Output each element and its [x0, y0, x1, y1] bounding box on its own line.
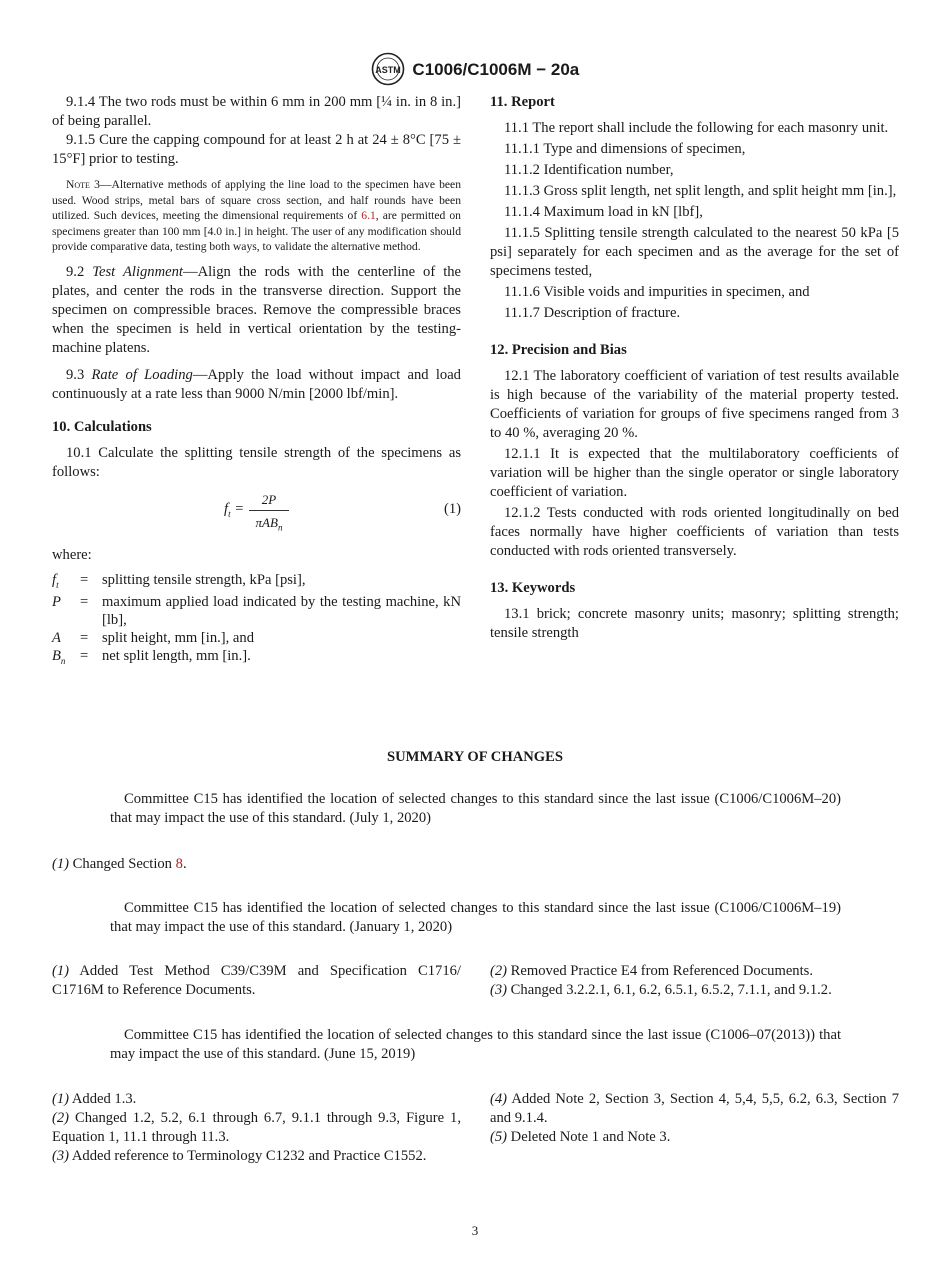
change-2019-1 [52, 1090, 461, 1109]
change-2020-1-num: (1) [52, 963, 70, 979]
summary-of-changes-title: SUMMARY OF CHANGES [387, 749, 563, 765]
right-column [490, 93, 899, 643]
changes-2019-left [52, 1090, 461, 1166]
change-2019-1-num: (1) [52, 1091, 70, 1107]
para-12-1: 12.1 The laboratory coefficient of variation of test results available is high because of the variability of the material property tested. Coefficients of variation for groups of five specimens ranged from 3 to 40 %, averaging 20 %. [490, 368, 899, 441]
change-2020-1-text: Added Test Method C39/C39M and Specification C1716/ C1716M to Reference Documents. [52, 963, 461, 998]
note-3 [52, 177, 461, 255]
definition-equals: = [80, 648, 89, 665]
para-12-1-1: 12.1.1 It is expected that the multilaboratory coefficients of variation will be higher than the single operator or single laboratory coefficient of variation. [490, 446, 899, 500]
change-2019-1-text: Added 1.3. [69, 1091, 137, 1107]
change-2019-2-num: (2) [52, 1110, 70, 1126]
note-3-text-a: —Alternative methods of applying the line load to the specimen have been used. Wood strips, metal bars of square cross section, and half rounds have been utilized. Such devices, meeting the dimensional requirements of [52, 178, 461, 222]
astm-logo-text: ASTM [375, 65, 401, 75]
change-2020a-1-num: (1) [52, 856, 70, 872]
definition-symbol: A [52, 630, 61, 647]
para-11-1-6: 11.1.6 Visible voids and impurities in specimen, and [504, 284, 810, 300]
change-2019-3-num: (3) [52, 1148, 70, 1164]
equation-denominator-sub: n [277, 522, 283, 533]
definition-text: split height, mm [in.], and [102, 630, 255, 647]
left-column [52, 93, 461, 670]
definition-equals: = [80, 594, 89, 611]
equation-numerator: 2P [249, 490, 289, 511]
para-9-2 [52, 263, 461, 358]
para-10-1: 10.1 Calculate the splitting tensile strength of the specimens as follows: [52, 444, 461, 480]
definition-row [52, 571, 461, 594]
definition-text: net split length, mm [in.]. [102, 648, 251, 665]
definition-row [52, 647, 461, 670]
equation-fraction [249, 490, 289, 538]
para-11-1-3: 11.1.3 Gross split length, net split length, and split height mm [in.], [504, 183, 897, 199]
para-9-1-4: 9.1.4 The two rods must be within 6 mm in 200 mm [¼ in. in 8 in.] of being parallel. [52, 94, 461, 129]
summary-intro-1 [110, 790, 841, 828]
section-11-heading: 11. Report [490, 94, 555, 110]
definition-symbol: $B_n$ [52, 648, 66, 667]
change-2020-3 [490, 981, 899, 1000]
changes-2020-right [490, 962, 899, 1000]
change-2019-3-text: Added reference to Terminology C1232 and Practice C1552. [69, 1148, 427, 1164]
change-2020-1 [52, 962, 461, 1000]
change-2020a-1-text-b: . [182, 856, 187, 872]
change-2019-4-text: Added Note 2, Section 3, Section 4, 5,4, 5,5, 6.2, 6.3, Section 7 and 9.1.4. [490, 1091, 899, 1126]
change-2020-2-text: Removed Practice E4 from Referenced Documents. [507, 963, 813, 979]
para-11-1: 11.1 The report shall include the following for each masonry unit. [504, 120, 889, 136]
change-2020a-1 [52, 855, 898, 874]
change-2019-5 [490, 1128, 899, 1147]
change-2020-2-num: (2) [490, 963, 508, 979]
summary-intro-3 [110, 1026, 841, 1064]
para-11-1-2: 11.1.2 Identification number, [504, 162, 674, 178]
change-2019-5-num: (5) [490, 1129, 508, 1145]
para-9-2-body: —Align the rods with the centerline of the plates, and center the rods in the transverse direction. Support the specimen on compressible braces. Remove the compressible braces when the specimen is held in vertical orientation by the testing-machine platens. [52, 263, 462, 356]
para-9-3-body: —Apply the load without impact and load continuously at a rate less than 9000 N/min [2000 lbf/min]. [52, 366, 461, 402]
equation-lhs: $f_t$ = [224, 500, 245, 519]
para-11-1-4: 11.1.4 Maximum load in kN [lbf], [504, 204, 703, 220]
para-9-2-num: 9.2 [66, 263, 93, 280]
changes-2019-right [490, 1090, 899, 1147]
equation-denominator-text: πAB [255, 514, 278, 530]
definition-text: splitting tensile strength, kPa [psi], [102, 571, 306, 588]
para-9-2-title: Test Alignment [92, 263, 183, 280]
equation-1 [52, 490, 461, 532]
para-9-3-title: Rate of Loading [91, 366, 193, 383]
equation-lhs-symbol: f [224, 500, 229, 517]
change-2019-5-text: Deleted Note 1 and Note 3. [507, 1129, 671, 1145]
para-12-1-2: 12.1.2 Tests conducted with rods oriented longitudinally on bed faces normally have higher coefficients of variation than tests conducted with rods oriented transversely. [490, 505, 899, 559]
summary-intro-2 [110, 899, 841, 937]
para-11-1-7: 11.1.7 Description of fracture. [504, 305, 681, 321]
definition-symbol: $f_t$ [52, 571, 59, 590]
change-2019-2-text: Changed 1.2, 5.2, 6.1 through 6.7, 9.1.1 through 9.3, Figure 1, Equation 1, 11.1 through 11.3. [52, 1110, 461, 1145]
change-2019-4-num: (4) [490, 1091, 508, 1107]
summary-intro-2-text: Committee C15 has identified the location of selected changes to this standard since the last issue (C1006/C1006M–19) that may impact the use of this standard. (January 1, 2020) [110, 900, 841, 935]
where-label: where: [52, 546, 92, 563]
change-2019-2 [52, 1109, 461, 1147]
changes-2020-left [52, 962, 461, 1000]
section-10-heading: 10. Calculations [52, 418, 152, 435]
equation-lhs-sub: t [228, 508, 231, 519]
para-13-1: 13.1 brick; concrete masonry units; masonry; splitting strength; tensile strength [490, 606, 899, 641]
para-9-1-5: 9.1.5 Cure the capping compound for at least 2 h at 24 ± 8°C [75 ± 15°F] prior to testing. [52, 132, 461, 167]
para-11-1-5: 11.1.5 Splitting tensile strength calculated to the nearest 50 kPa [5 psi] separately for each specimen and as the average for the set of specimens tested, [490, 225, 899, 279]
summary-intro-3-text: Committee C15 has identified the location of selected changes to this standard since the last issue (C1006–07(2013)) that may impact the use of this standard. (June 15, 2019) [110, 1027, 841, 1062]
note-3-text-b: , are permitted on specimens greater than 100 mm [4.0 in.] in height. The user of any modification should provide comparative data, testing both ways, to validate the alternative method. [52, 209, 461, 253]
definition-symbol: P [52, 594, 61, 611]
definition-equals: = [80, 630, 89, 647]
definition-row [52, 593, 461, 629]
page-header [0, 52, 950, 86]
variable-definitions [52, 571, 461, 671]
change-2020a-1-text-a: Changed Section [69, 856, 176, 872]
para-11-1-1: 11.1.1 Type and dimensions of specimen, [504, 141, 746, 157]
change-2020-3-text: Changed 3.2.2.1, 6.1, 6.2, 6.5.1, 6.5.2, 7.1.1, and 9.1.2. [507, 982, 832, 998]
summary-intro-1-text: Committee C15 has identified the location of selected changes to this standard since the last issue (C1006/C1006M–20) that may impact the use of this standard. (July 1, 2020) [110, 791, 841, 826]
link-section-8[interactable]: 8 [175, 856, 183, 872]
note-3-label: Note 3 [66, 178, 100, 191]
section-12-heading: 12. Precision and Bias [490, 342, 627, 358]
para-9-3 [52, 366, 461, 404]
change-2019-3 [52, 1147, 461, 1166]
link-6-1[interactable]: 6.1 [361, 209, 376, 222]
change-2019-4 [490, 1090, 899, 1128]
astm-logo-icon [371, 52, 405, 86]
change-2020-3-num: (3) [490, 982, 508, 998]
equation-denominator [249, 511, 289, 538]
page-number: 3 [471, 1223, 479, 1238]
definition-row [52, 629, 461, 647]
change-2020-2 [490, 962, 899, 981]
definition-text: maximum applied load indicated by the testing machine, kN [lb], [102, 594, 461, 629]
section-13-heading: 13. Keywords [490, 580, 576, 596]
para-9-3-num: 9.3 [66, 366, 92, 383]
equation-number: (1) [443, 500, 461, 517]
standard-designation: C1006/C1006M − 20a [412, 59, 580, 79]
definition-equals: = [80, 571, 89, 588]
